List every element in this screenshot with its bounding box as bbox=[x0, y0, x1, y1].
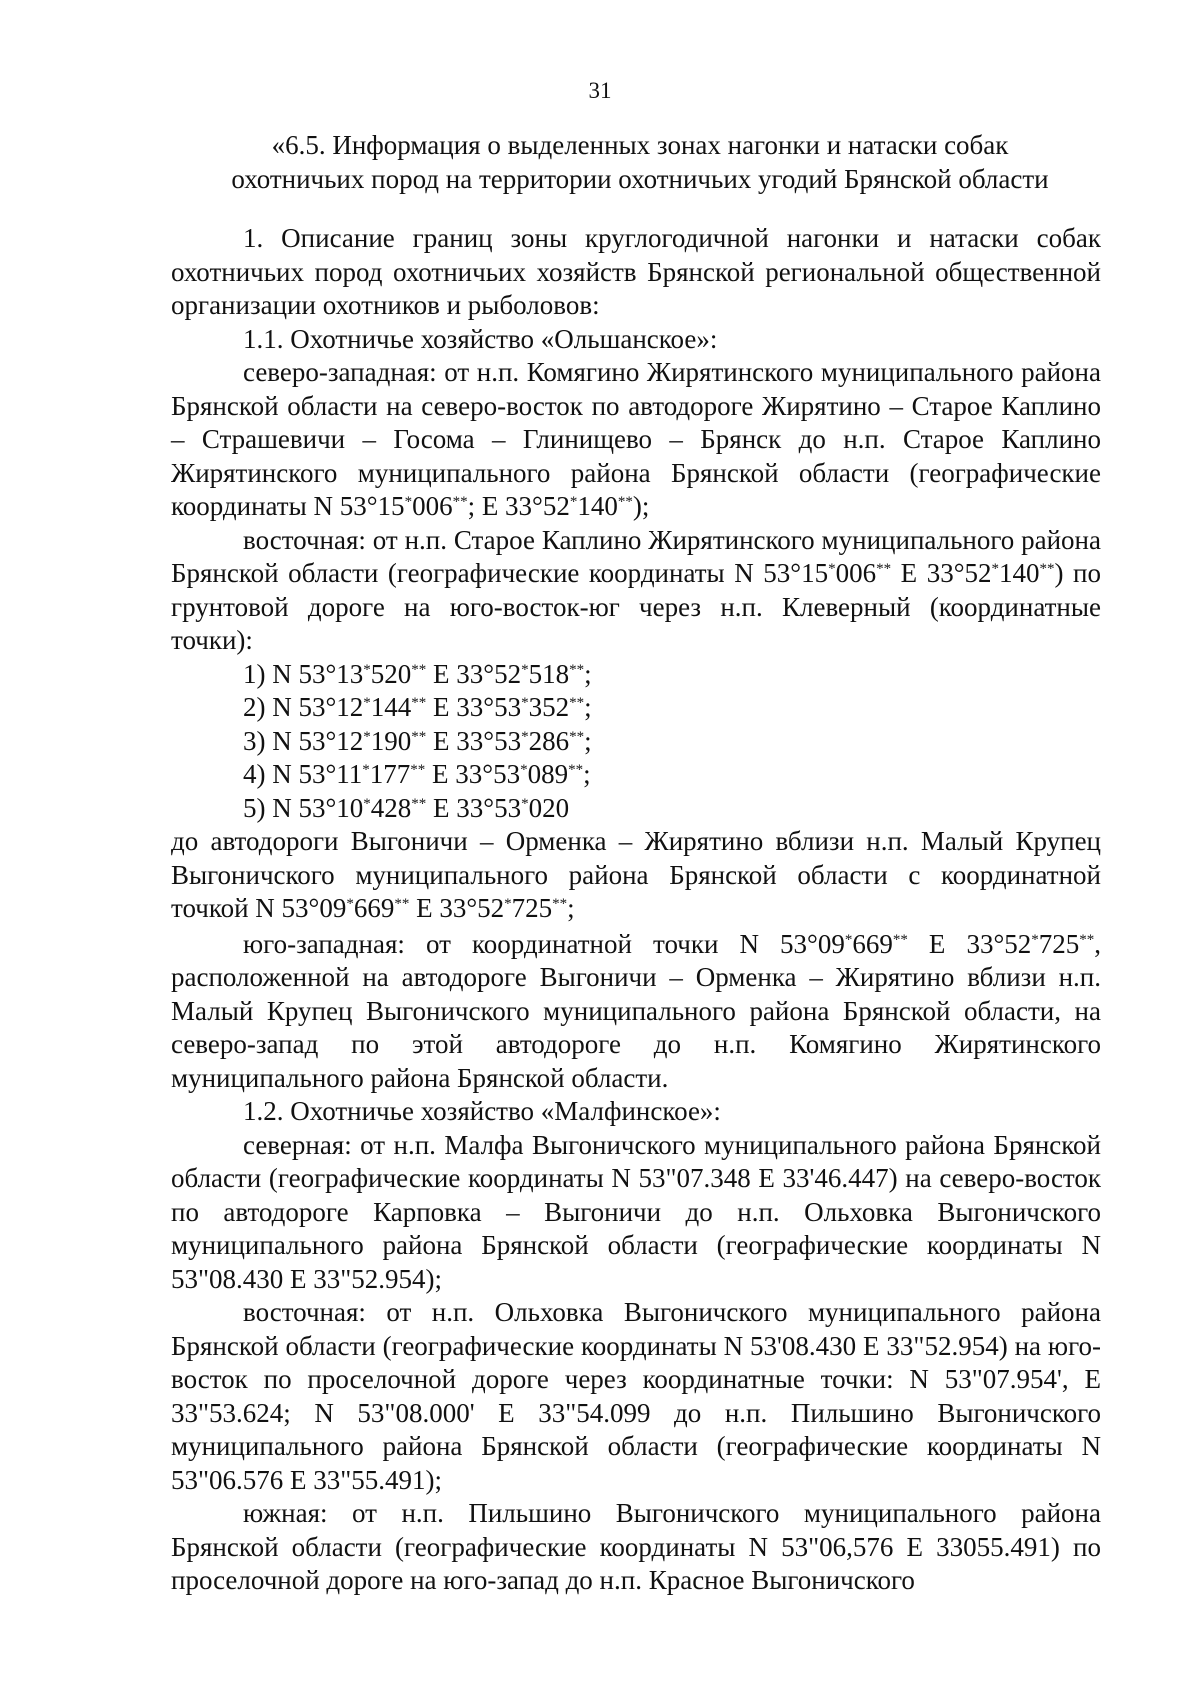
document-body bbox=[171, 222, 1101, 1598]
coordinate-point: 2) N 53°12*144** E 33°53*352**; bbox=[243, 692, 592, 722]
paragraph-south-border: южная: от н.п. Пильшино Выгоничского муниципального района Брянской области (географические координаты N 53"06,576 E 33055.491) по проселочной дороге на юго-запад до н.п. Красное Выгоничского bbox=[171, 1498, 1101, 1595]
section-title-line-1: «6.5. Информация о выделенных зонах нагонки и натаски собак bbox=[271, 130, 1009, 160]
paragraph-north-border: северная: от н.п. Малфа Выгоничского муниципального района Брянской области (географические координаты N 53"07.348 E 33'46.447) на северо-восток по автодороге Карповка – Выгоничи до н.п. Ольховка Выгоничского муниципального района Брянской области (географические координаты N 53"08.430 E 33"52.954); bbox=[171, 1129, 1101, 1294]
northwest-text: северо-западная: от н.п. Комягино Жирятинского муниципального района Брянской области на северо-восток по автодороге Жирятино – Старое Каплино – Страшевичи – Госома – Глинищево – Брянск до н.п. Старое Каплино Жирятинского муниципального района Брянской области (географические координаты N 53°15 bbox=[171, 357, 1101, 521]
coordinate-points-list bbox=[171, 658, 1101, 826]
paragraph-east-border: восточная: от н.п. Старое Каплино Жирятинского муниципального района Брянской области (географические координаты N 53°15*006** E 33°52*140**) по грунтовой дороге на юго-восток-юг через н.п. Клеверный (координатные точки): bbox=[171, 524, 1101, 655]
paragraph-east-border-end: до автодороги Выгоничи – Орменка – Жирятино вблизи н.п. Малый Крупец Выгоничского муниципального района Брянской области с координатной точкой N 53°09*669** E 33°52*725**; bbox=[171, 826, 1101, 923]
paragraph-intro: 1. Описание границ зоны круглогодичной нагонки и натаски собак охотничьих пород охотничьих хозяйств Брянской региональной общественной организации охотников и рыболовов: bbox=[171, 223, 1101, 320]
east-text: восточная: от н.п. Старое Каплино Жирятинского муниципального района Брянской области (географические координаты N 53°15 bbox=[171, 524, 1101, 588]
paragraph-northwest-border: северо-западная: от н.п. Комягино Жирятинского муниципального района Брянской области на северо-восток по автодороге Жирятино – Старое Каплино – Страшевичи – Госома – Глинищево – Брянск до н.п. Старое Каплино Жирятинского муниципального района Брянской области (географические координаты N 53°15*006**; E 33°52*140**); bbox=[171, 357, 1101, 521]
paragraph-southwest-border: юго-западная: от координатной точки N 53°09*669** E 33°52*725**, расположенной на автодороге Выгоничи – Орменка – Жирятино вблизи н.п. Малый Крупец Выгоничского муниципального района Брянской области, на северо-запад по этой автодороге до н.п. Комягино Жирятинского муниципального района Брянской области. bbox=[171, 928, 1101, 1093]
section-title-line-2: охотничьих пород на территории охотничьих угодий Брянской области bbox=[231, 164, 1049, 194]
coordinate-point: 5) N 53°10*428** E 33°53*020 bbox=[243, 792, 570, 823]
page-number: 31 bbox=[588, 78, 612, 103]
coordinate-point: 3) N 53°12*190** E 33°53*286**; bbox=[243, 725, 592, 756]
coordinate-point: 4) N 53°11*177** E 33°53*089**; bbox=[243, 759, 591, 789]
coordinate-point: 1) N 53°13*520** E 33°52*518**; bbox=[243, 658, 592, 689]
section-title bbox=[160, 128, 1120, 196]
subsection-heading-olshanskoe: 1.1. Охотничье хозяйство «Ольшанское»: bbox=[243, 323, 718, 354]
paragraph-east-border-malfinskoe: восточная: от н.п. Ольховка Выгоничского муниципального района Брянской области (географические координаты N 53'08.430 E 33"52.954) на юго-восток по проселочной дороге через координатные точки: N 53"07.954', E 33"53.624; N 53"08.000' E 33"54.099 до н.п. Пильшино Выгоничского муниципального района Брянской области (географические координаты N 53"06.576 E 33"55.491); bbox=[171, 1297, 1101, 1495]
subsection-heading-malfinskoe: 1.2. Охотничье хозяйство «Малфинское»: bbox=[243, 1096, 721, 1126]
